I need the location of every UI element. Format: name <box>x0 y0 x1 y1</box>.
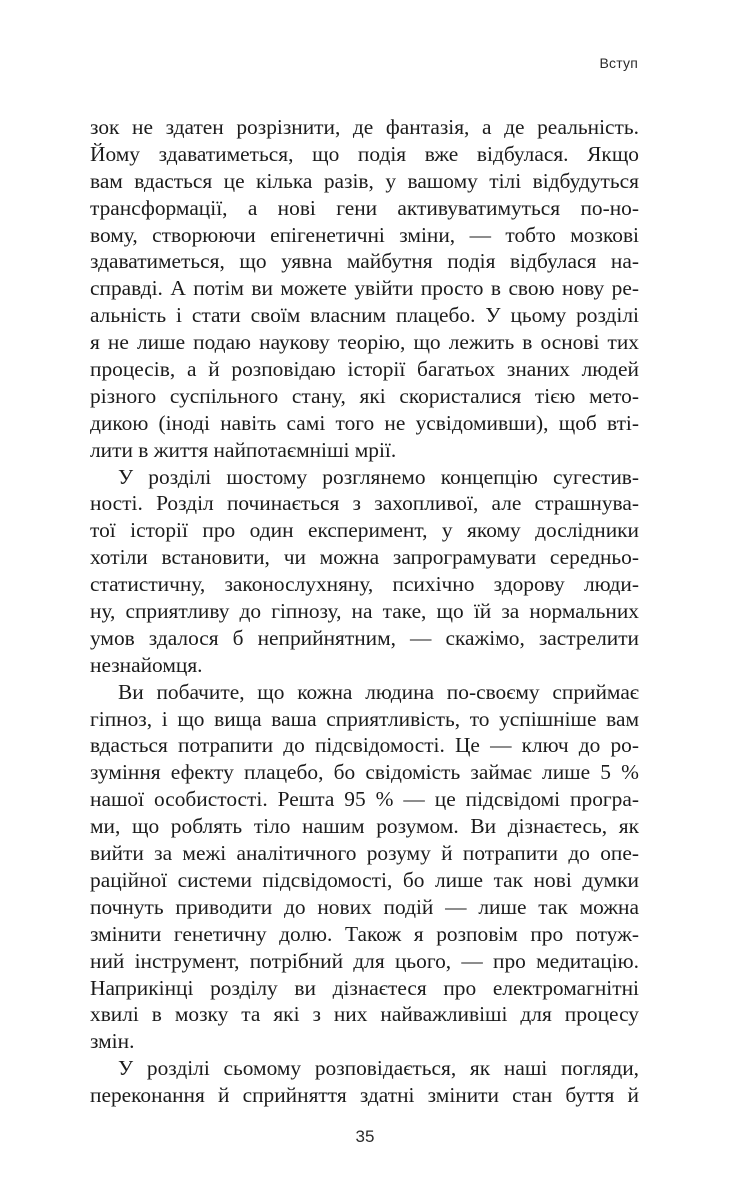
text-line: Ви побачите, що кожна людина по-своєму сприймає <box>118 679 639 704</box>
text-line: вому, створюючи епігенетичні зміни, — тобто мозкові <box>90 222 639 247</box>
text-line: У розділі сьомому розповідається, як наші погляди, <box>118 1056 639 1081</box>
text-line: почнуть приводити до нових подій — лише так можна <box>90 894 639 919</box>
text-line: хвилі в мозку та які з них найважливіші для процесу <box>90 1002 639 1027</box>
text-line: статистичну, законослухняну, психічно здорову люди- <box>90 572 639 597</box>
text-line: вам вдасться це кілька разів, у вашому тілі відбудуться <box>90 168 639 193</box>
text-line: У розділі шостому розглянемо концепцію сугестив- <box>118 464 639 489</box>
text-line: Йому здаватиметься, що подія вже відбулася. Якщо <box>90 141 639 166</box>
text-line: лити в життя найпотаємніші мрії. <box>90 437 397 462</box>
text-line: зуміння ефекту плацебо, бо свідомість займає лише 5 % <box>90 760 639 785</box>
text-line: змін. <box>90 1029 135 1054</box>
text-line: дикою (іноді навіть самі того не усвідомивши), щоб вті- <box>90 410 639 435</box>
text-line: трансформації, а нові гени активуватимуться по-но- <box>90 195 639 220</box>
text-line: різного суспільного стану, які скористалися тією мето- <box>90 383 639 408</box>
text-line: переконання й сприйняття здатні змінити стан буття й <box>90 1083 639 1108</box>
text-line: ності. Розділ починається з захопливої, але страшнува- <box>90 491 639 516</box>
text-line: альність і стати своїм власним плацебо. У цьому розділі <box>90 303 639 328</box>
text-line: ний інструмент, потрібний для цього, — про медитацію. <box>90 948 639 973</box>
text-line: ну, сприятливу до гіпнозу, на таке, що їй за нормальних <box>90 599 639 624</box>
text-line: вдасться потрапити до підсвідомості. Це — ключ до ро- <box>90 733 639 758</box>
text-line: умов здалося б неприйнятним, — скажімо, застрелити <box>90 625 639 650</box>
text-line: я не лише подаю наукову теорію, що лежить в основі тих <box>90 330 639 355</box>
text-line: змінити генетичну долю. Також я розповім про потуж- <box>90 921 639 946</box>
text-line: Наприкінці розділу ви дізнаєтеся про електромагнітні <box>90 975 639 1000</box>
page-number: 35 <box>355 1127 375 1146</box>
text-line: хотіли встановити, чи можна запрограмувати середньо- <box>90 545 639 570</box>
text-line: зок не здатен розрізнити, де фантазія, а де реальність. <box>90 115 639 139</box>
body-text <box>90 114 639 1109</box>
text-line: ми, що роблять тіло нашим розумом. Ви дізнаєтесь, як <box>90 814 639 839</box>
text-line: вийти за межі аналітичного розуму й потрапити до опе- <box>90 841 639 866</box>
running-head: Вступ <box>599 55 638 71</box>
text-line: справді. А потім ви можете увійти просто в свою нову ре- <box>90 276 639 301</box>
text-line: здаватиметься, що уявна майбутня подія відбулася на- <box>90 249 639 274</box>
text-line: гіпноз, і що вища ваша сприятливість, то успішніше вам <box>90 706 639 731</box>
text-line: раційної системи підсвідомості, бо лише так нові думки <box>90 867 639 892</box>
text-line: нашої особистості. Решта 95 % — це підсвідомі програ- <box>90 787 639 812</box>
text-line: незнайомця. <box>90 652 203 677</box>
text-line: процесів, а й розповідаю історії багатьох знаних людей <box>90 357 639 382</box>
text-line: тої історії про один експеримент, у якому дослідники <box>90 518 639 543</box>
